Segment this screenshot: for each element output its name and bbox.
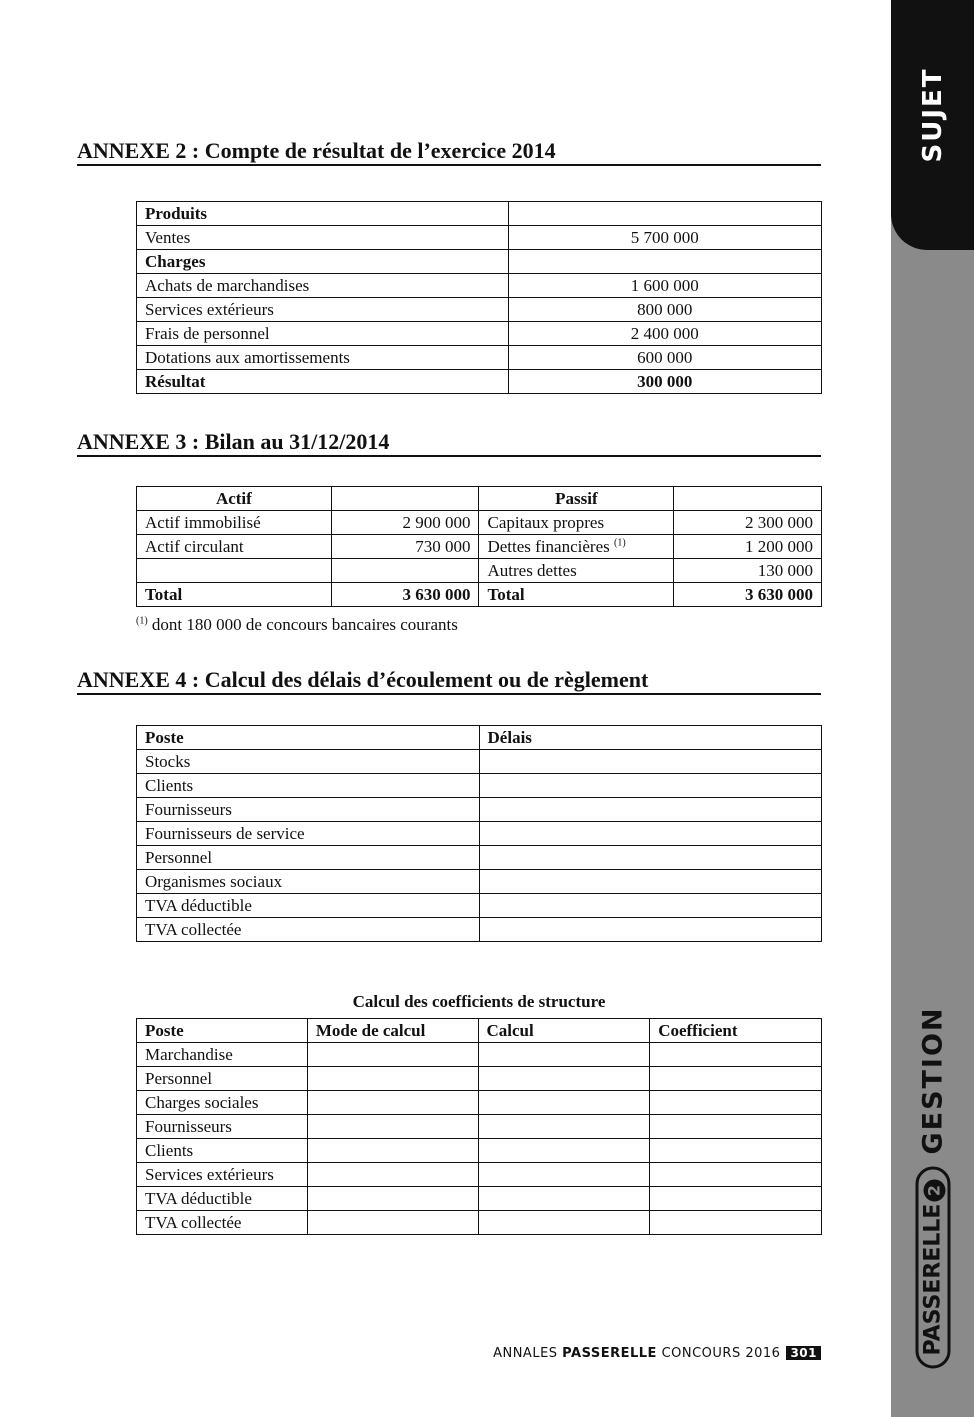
poste-label: Clients xyxy=(137,774,480,798)
logo-text: PASSERELLE xyxy=(920,1203,945,1356)
mode-cell xyxy=(307,1187,478,1211)
annexe4-title: ANNEXE 4 : Calcul des délais d’écoulement ou de règlement xyxy=(77,668,821,695)
poste-label: Clients xyxy=(137,1139,308,1163)
coefficient-cell xyxy=(650,1139,822,1163)
row-label: Frais de personnel xyxy=(137,322,509,346)
mode-cell xyxy=(307,1067,478,1091)
table-row xyxy=(137,274,822,298)
poste-label: Charges sociales xyxy=(137,1091,308,1115)
annexe3-title: ANNEXE 3 : Bilan au 31/12/2014 xyxy=(77,430,821,457)
coef-header-calcul: Calcul xyxy=(478,1019,650,1043)
sidebar xyxy=(891,0,974,1417)
coefficients-caption: Calcul des coefficients de structure xyxy=(352,992,606,1011)
coefficient-cell xyxy=(650,1067,822,1091)
footnote-ref: (1) xyxy=(613,537,626,549)
bilan-total-passif: Total xyxy=(479,583,674,607)
delais-cell xyxy=(479,750,821,774)
delais-header-row xyxy=(137,726,822,750)
row-label: Charges xyxy=(137,250,509,274)
actif-value: 2 900 000 xyxy=(331,511,479,535)
footnote-marker: (1) xyxy=(136,615,148,627)
table-row xyxy=(137,798,822,822)
actif-label: Actif circulant xyxy=(137,535,332,559)
table-row xyxy=(137,322,822,346)
row-label: Achats de marchandises xyxy=(137,274,509,298)
gestion-label: GESTION xyxy=(917,1006,948,1155)
calcul-cell xyxy=(478,1163,650,1187)
table-row xyxy=(137,370,822,394)
calcul-cell xyxy=(478,1139,650,1163)
coef-header-poste: Poste xyxy=(137,1019,308,1043)
table-row xyxy=(137,250,822,274)
bilan-header-row xyxy=(137,487,822,511)
table-row xyxy=(137,1211,822,1235)
calcul-cell xyxy=(478,1187,650,1211)
annexe2-title: ANNEXE 2 : Compte de résultat de l’exercice 2014 xyxy=(77,139,821,166)
bilan-header-actif-value xyxy=(331,487,479,511)
coefficient-cell xyxy=(650,1163,822,1187)
sujet-label: SUJET xyxy=(917,67,948,163)
table-row xyxy=(137,535,822,559)
passif-label xyxy=(479,535,674,559)
table-row xyxy=(137,1115,822,1139)
delais-header-poste: Poste xyxy=(137,726,480,750)
poste-label: Personnel xyxy=(137,1067,308,1091)
delais-cell xyxy=(479,918,821,942)
passif-value: 1 200 000 xyxy=(674,535,822,559)
bilan-table xyxy=(136,486,822,607)
passif-label xyxy=(479,559,674,583)
table-row xyxy=(137,870,822,894)
poste-label: Fournisseurs xyxy=(137,798,480,822)
actif-value: 730 000 xyxy=(331,535,479,559)
actif-value xyxy=(331,559,479,583)
poste-label: TVA déductible xyxy=(137,894,480,918)
table-row xyxy=(137,202,822,226)
table-row xyxy=(137,750,822,774)
passif-text: Dettes financières xyxy=(487,537,614,556)
actif-label: Actif immobilisé xyxy=(137,511,332,535)
table-row xyxy=(137,1139,822,1163)
delais-cell xyxy=(479,846,821,870)
row-value: 300 000 xyxy=(508,370,821,394)
delais-cell xyxy=(479,774,821,798)
table-row xyxy=(137,559,822,583)
poste-label: Organismes sociaux xyxy=(137,870,480,894)
coefficient-cell xyxy=(650,1091,822,1115)
calcul-cell xyxy=(478,1091,650,1115)
mode-cell xyxy=(307,1043,478,1067)
page-number: 301 xyxy=(786,1346,821,1360)
bilan-total-actif-value: 3 630 000 xyxy=(331,583,479,607)
poste-label: Stocks xyxy=(137,750,480,774)
calcul-cell xyxy=(478,1211,650,1235)
row-label: Résultat xyxy=(137,370,509,394)
delais-cell xyxy=(479,822,821,846)
table-row xyxy=(137,298,822,322)
delais-table xyxy=(136,725,822,942)
row-value: 600 000 xyxy=(508,346,821,370)
row-value: 2 400 000 xyxy=(508,322,821,346)
coefficients-table xyxy=(136,1018,822,1235)
mode-cell xyxy=(307,1163,478,1187)
coefficients-header-row xyxy=(137,1019,822,1043)
coef-header-coefficient: Coefficient xyxy=(650,1019,822,1043)
passif-value: 130 000 xyxy=(674,559,822,583)
poste-label: TVA collectée xyxy=(137,1211,308,1235)
bilan-total-passif-value: 3 630 000 xyxy=(674,583,822,607)
table-row xyxy=(137,918,822,942)
mode-cell xyxy=(307,1139,478,1163)
poste-label: Fournisseurs de service xyxy=(137,822,480,846)
calcul-cell xyxy=(478,1067,650,1091)
table-row xyxy=(137,846,822,870)
coefficient-cell xyxy=(650,1211,822,1235)
table-row xyxy=(137,511,822,535)
footer-suffix: CONCOURS 2016 xyxy=(656,1346,781,1361)
page-footer xyxy=(493,1346,821,1361)
coefficient-cell xyxy=(650,1187,822,1211)
row-label: Services extérieurs xyxy=(137,298,509,322)
row-label: Ventes xyxy=(137,226,509,250)
table-row xyxy=(137,1043,822,1067)
row-value xyxy=(508,202,821,226)
bilan-header-actif: Actif xyxy=(137,487,332,511)
table-row xyxy=(137,822,822,846)
row-label: Dotations aux amortissements xyxy=(137,346,509,370)
passif-text: Autres dettes xyxy=(487,561,577,580)
row-label: Produits xyxy=(137,202,509,226)
poste-label: Personnel xyxy=(137,846,480,870)
delais-cell xyxy=(479,894,821,918)
row-value xyxy=(508,250,821,274)
bilan-header-passif-value xyxy=(674,487,822,511)
logo-number: 2 xyxy=(923,1180,945,1202)
compte-resultat-table xyxy=(136,201,822,394)
poste-label: TVA déductible xyxy=(137,1187,308,1211)
passif-text: Capitaux propres xyxy=(487,513,605,532)
mode-cell xyxy=(307,1091,478,1115)
table-row xyxy=(137,1187,822,1211)
table-row xyxy=(137,774,822,798)
table-row xyxy=(137,1091,822,1115)
row-value: 1 600 000 xyxy=(508,274,821,298)
delais-header-delais: Délais xyxy=(479,726,821,750)
mode-cell xyxy=(307,1115,478,1139)
bilan-header-passif: Passif xyxy=(479,487,674,511)
passif-value: 2 300 000 xyxy=(674,511,822,535)
calcul-cell xyxy=(478,1043,650,1067)
row-value: 5 700 000 xyxy=(508,226,821,250)
table-row xyxy=(137,346,822,370)
row-value: 800 000 xyxy=(508,298,821,322)
delais-cell xyxy=(479,870,821,894)
footer-brand: PASSERELLE xyxy=(562,1346,657,1361)
bilan-footnote xyxy=(136,615,458,635)
mode-cell xyxy=(307,1211,478,1235)
coefficient-cell xyxy=(650,1043,822,1067)
table-row xyxy=(137,894,822,918)
table-row xyxy=(137,1163,822,1187)
table-row xyxy=(137,1067,822,1091)
calcul-cell xyxy=(478,1115,650,1139)
table-row xyxy=(137,226,822,250)
footer-prefix: ANNALES xyxy=(493,1346,563,1361)
coefficient-cell xyxy=(650,1115,822,1139)
bilan-total-actif: Total xyxy=(137,583,332,607)
passerelle-logo xyxy=(915,1167,950,1369)
poste-label: Fournisseurs xyxy=(137,1115,308,1139)
coef-header-mode: Mode de calcul xyxy=(307,1019,478,1043)
delais-cell xyxy=(479,798,821,822)
poste-label: TVA collectée xyxy=(137,918,480,942)
poste-label: Services extérieurs xyxy=(137,1163,308,1187)
poste-label: Marchandise xyxy=(137,1043,308,1067)
actif-label xyxy=(137,559,332,583)
passif-label xyxy=(479,511,674,535)
footnote-text: dont 180 000 de concours bancaires courants xyxy=(147,615,458,634)
bilan-total-row xyxy=(137,583,822,607)
